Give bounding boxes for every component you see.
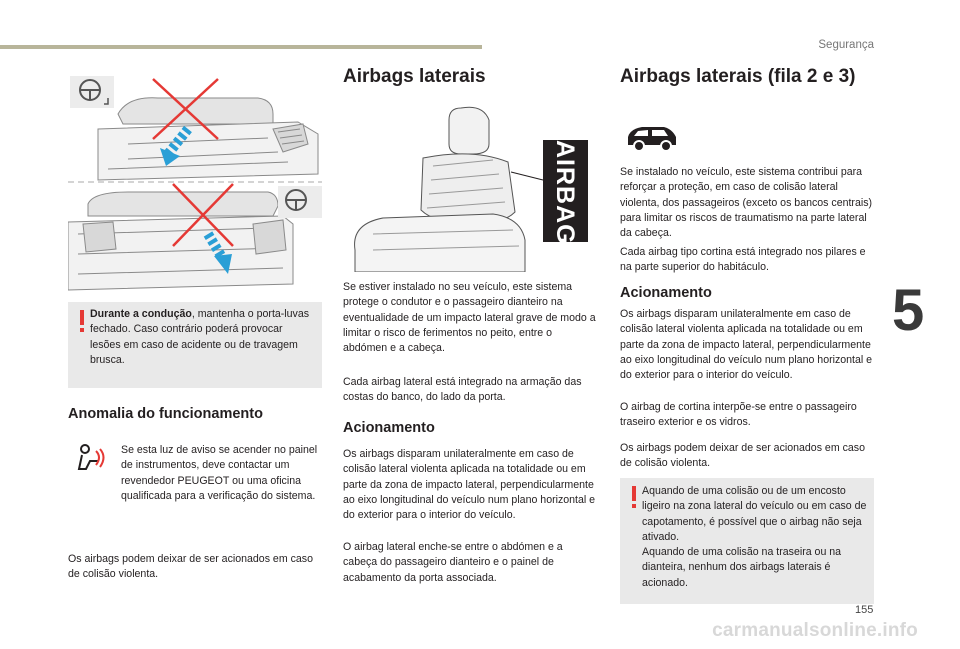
curtain-trigger-heading: Acionamento (620, 285, 712, 301)
car-icon (624, 123, 680, 153)
anomaly-heading: Anomalia do funcionamento (68, 406, 263, 422)
warning-exclamation-icon-2 (630, 486, 638, 508)
curtain-note: Os airbags podem deixar de ser acionados em caso de colisão violenta. (620, 442, 865, 470)
curtain-warning-text-1: Aquando de uma colisão ou de um encosto ligeiro na zona lateral do veículo ou em caso de capotamento, é possível que o airbag não seja ativado. (642, 485, 867, 543)
header-rule (0, 45, 482, 49)
glovebox-illustration (68, 74, 322, 292)
curtain-trigger-text-2: O airbag de cortina interpõe-se entre o passageiro traseiro exterior e os vidros. (620, 401, 857, 429)
side-trigger-text: Os airbags disparam unilateralmente em caso de colisão lateral violenta aplicada na totalidade ou em parte da zona de impacto lateral, perpendicularmente ao eixo longitudinal do veículo num plano horizontal e do exterior para o interior do veículo. (343, 448, 596, 522)
curtain-warning-text-2: Aquando de uma colisão na traseira ou na dianteira, nenhum dos airbags laterais é acionado. (642, 546, 842, 589)
side-trigger-heading: Acionamento (343, 420, 435, 436)
glovebox-warning (68, 302, 322, 388)
footer-watermark: carmanualsonline.info (712, 620, 918, 641)
anomaly-note: Os airbags podem deixar de ser acionados em caso de colisão violenta. (68, 553, 313, 581)
airbag-warning-light-icon (76, 443, 108, 477)
curtain-trigger-text: Os airbags disparam unilateralmente em caso de colisão lateral violenta aplicada na totalidade ou em parte da zona de impacto lateral, perpendicularmente ao eixo longitudinal do veículo num plano horizontal e do exterior para o interior do veículo. (620, 308, 873, 382)
side-airbags-intro-2: Cada airbag lateral está integrado na armação das costas do banco, do lado da porta. (343, 376, 582, 404)
curtain-warning (620, 478, 874, 604)
curtain-intro: Se instalado no veículo, este sistema contribui para reforçar a proteção, em caso de colisão lateral violenta, dos passageiros (exceto os bancos centrais) para limitar os riscos de traumatismo na parte lateral da cabeça. (620, 166, 873, 240)
side-airbags-intro: Se estiver instalado no seu veículo, este sistema protege o condutor e o passageiro dianteiro na eventualidade de um impacto lateral grave de modo a limitar o risco de ferimentos no peito, entre o abdómen e a cabeça. (343, 281, 596, 355)
curtain-airbags-heading: Airbags laterais (fila 2 e 3) (620, 66, 856, 87)
curtain-intro-2: Cada airbag tipo cortina está integrado nos pilares e na parte superior do habitáculo. (620, 246, 866, 274)
side-airbags-heading: Airbags laterais (343, 66, 486, 87)
glovebox-warning-text: Durante a condução, mantenha o porta-luvas fechado. Caso contrário poderá provocar lesões em caso de acidente ou de travagem brusca. (90, 308, 310, 366)
section-title: Segurança (818, 39, 874, 51)
page-number: 155 (855, 604, 874, 616)
side-trigger-text-2: O airbag lateral enche-se entre o abdómen e a cabeça do passageiro dianteiro e o painel de acabamento da porta associada. (343, 541, 563, 584)
glovebox-view-passenger (68, 192, 293, 290)
chapter-number: 5 (892, 278, 925, 343)
anomaly-text: Se esta luz de aviso se acender no painel de instrumentos, deve contactar um revendedor PEUGEOT ou uma oficina qualificada para a verificação do sistema. (121, 444, 318, 502)
warning-exclamation-icon (78, 310, 86, 332)
airbag-label: AIRBAG (551, 140, 579, 245)
